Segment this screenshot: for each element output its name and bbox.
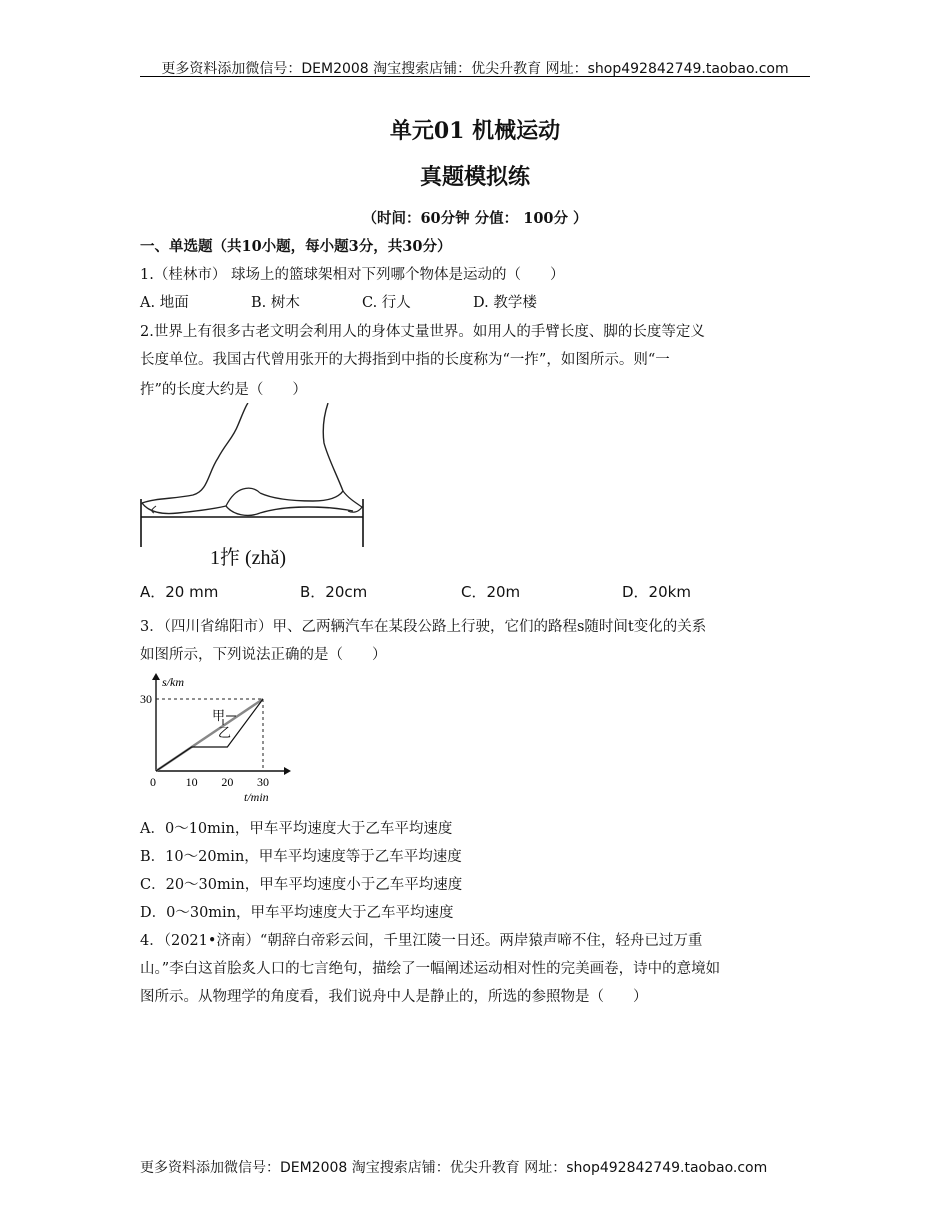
x-tick-label: 10 xyxy=(185,775,198,789)
st-graph xyxy=(138,668,298,808)
x-tick-label: 0 xyxy=(150,775,156,789)
q3-option-b[interactable]: B．10～20min，甲车平均速度等于乙车平均速度 xyxy=(140,849,462,865)
q1-option-b[interactable]: B. 树木 xyxy=(251,295,300,311)
q1-option-d[interactable]: D. 教学楼 xyxy=(473,295,537,311)
y-tick-label: 30 xyxy=(140,692,152,706)
y-axis-arrow xyxy=(152,673,160,680)
x-axis-label: t/min xyxy=(244,790,269,804)
page-footer: 更多资料添加微信号：DEM2008 淘宝搜索店铺：优尖升教育 网址：shop492842749.taobao.com xyxy=(140,1160,768,1176)
q1-options xyxy=(140,291,820,313)
q1-option-a[interactable]: A. 地面 xyxy=(140,295,189,311)
q2-option-d[interactable]: D．20km xyxy=(622,583,691,601)
q3-line-1: 3．（四川省绵阳市）甲、乙两辆汽车在某段公路上行驶，它们的路程s随时间t变化的关系 xyxy=(140,619,707,635)
q4-line-1: 4．（2021•济南）“朝辞白帝彩云间，千里江陵一日还。两岸猿声啼不住，轻舟已过万重 xyxy=(140,933,703,949)
exam-info: （时间：60分钟 分值： 100分 ） xyxy=(362,210,588,227)
x-tick-label: 30 xyxy=(257,775,269,789)
q3-option-c[interactable]: C．20～30min，甲车平均速度小于乙车平均速度 xyxy=(140,877,463,893)
q4-line-3: 图所示。从物理学的角度看，我们说舟中人是静止的，所选的参照物是（ ） xyxy=(140,989,648,1005)
q2-option-a[interactable]: A．20 mm xyxy=(140,583,219,601)
q2-line-1: 2.世界上有很多古老文明会利用人的身体丈量世界。如用人的手臂长度、脚的长度等定义 xyxy=(140,324,705,340)
q1-stem: 1.（桂林市） 球场上的篮球架相对下列哪个物体是运动的（ ） xyxy=(140,267,565,283)
hand-span-figure xyxy=(138,403,370,573)
y-axis-label: s/km xyxy=(162,675,184,689)
x-tick-label: 20 xyxy=(221,775,234,789)
q2-option-b[interactable]: B．20cm xyxy=(300,583,368,601)
page-title: 单元01 机械运动 xyxy=(389,118,561,144)
q3-option-a[interactable]: A．0～10min，甲车平均速度大于乙车平均速度 xyxy=(140,821,453,837)
legend-jia: 甲 xyxy=(212,709,226,724)
q2-options xyxy=(140,581,820,603)
legend-yi: 乙 xyxy=(218,726,232,741)
page-subtitle: 真题模拟练 xyxy=(419,164,530,190)
q4-line-2: 山。”李白这首脍炙人口的七言绝句，描绘了一幅阐述运动相对性的完美画卷，诗中的意境如 xyxy=(140,961,721,977)
x-axis-arrow xyxy=(284,767,291,775)
header-rule xyxy=(140,76,810,77)
q3-line-2: 如图所示，下列说法正确的是（ ） xyxy=(140,647,387,663)
q2-line-3: 拃”的长度大约是（ ） xyxy=(140,382,307,398)
page-header: 更多资料添加微信号：DEM2008 淘宝搜索店铺：优尖升教育 网址：shop492842749.taobao.com xyxy=(161,61,789,77)
figure-label: 1拃 (zhǎ) xyxy=(210,547,287,569)
section-heading: 一、单选题（共10小题，每小题3分，共30分） xyxy=(140,238,452,255)
q2-option-c[interactable]: C．20m xyxy=(461,583,521,601)
q2-line-2: 长度单位。我国古代曾用张开的大拇指到中指的长度称为“一拃”，如图所示。则“一 xyxy=(140,352,670,368)
q3-option-d[interactable]: D．0～30min，甲车平均速度大于乙车平均速度 xyxy=(140,905,454,921)
q1-option-c[interactable]: C. 行人 xyxy=(362,295,411,311)
